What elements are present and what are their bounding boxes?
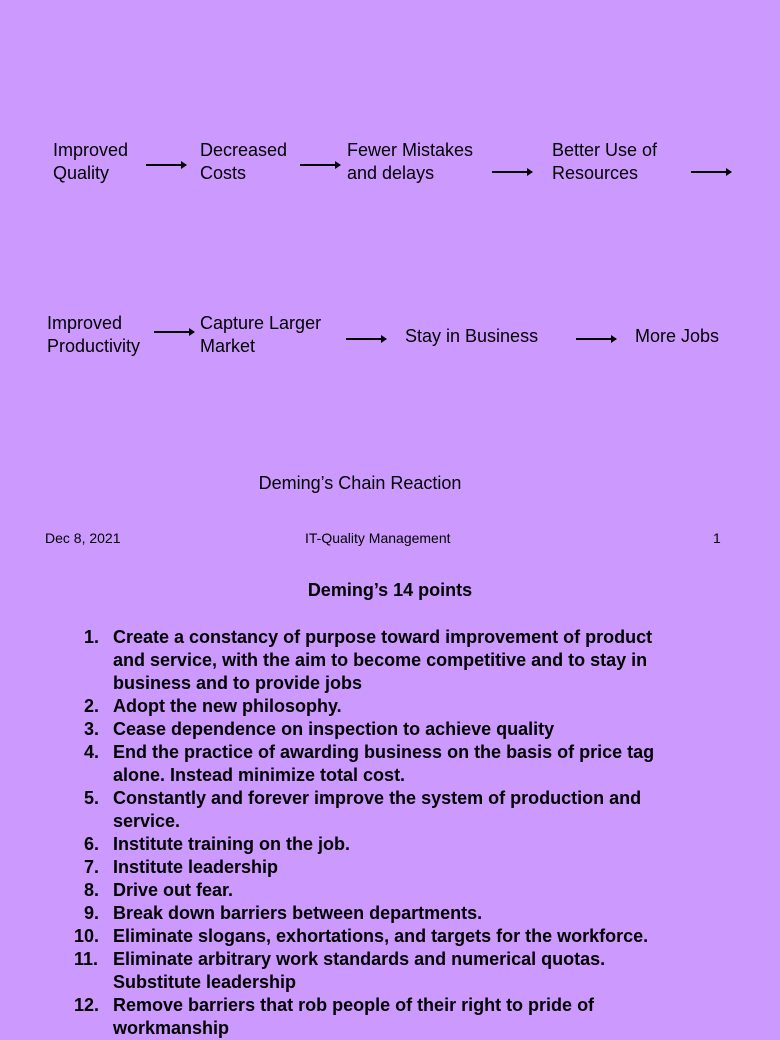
point-item bbox=[0, 948, 703, 994]
point-text-line: Drive out fear. bbox=[113, 880, 234, 900]
chain-arrow bbox=[346, 338, 386, 340]
point-number: 2. bbox=[84, 696, 100, 716]
point-text-line: Constantly and forever improve the system of production and bbox=[113, 788, 642, 808]
chain-node-fewer-mistakes bbox=[347, 139, 473, 185]
point-number: 12. bbox=[74, 995, 100, 1015]
chain-node-line: More Jobs bbox=[635, 326, 720, 346]
chain-arrow bbox=[492, 171, 532, 173]
chain-node-line: Quality bbox=[53, 163, 110, 183]
point-number: 5. bbox=[84, 788, 100, 808]
point-number: 4. bbox=[84, 742, 100, 762]
point-item bbox=[0, 925, 703, 948]
point-text-line: business and to provide jobs bbox=[113, 673, 363, 693]
chain-arrow bbox=[300, 164, 340, 166]
chain-arrow bbox=[576, 338, 616, 340]
chain-node-line: Productivity bbox=[47, 336, 141, 356]
point-item bbox=[0, 787, 703, 833]
point-text-line: Adopt the new philosophy. bbox=[113, 696, 342, 716]
point-text-line: and service, with the aim to become competitive and to stay in bbox=[113, 650, 648, 670]
point-text-line: Break down barriers between departments. bbox=[113, 903, 483, 923]
point-item bbox=[0, 879, 703, 902]
chain-node-better-use-of-resources bbox=[552, 139, 657, 185]
point-text-line: Institute leadership bbox=[113, 857, 279, 877]
chain-node-line: Better Use of bbox=[552, 140, 658, 160]
point-text-line: workmanship bbox=[113, 1018, 230, 1038]
chain-node-improved-quality bbox=[53, 139, 128, 185]
chain-node-line: Decreased bbox=[200, 140, 288, 160]
point-text-line: alone. Instead minimize total cost. bbox=[113, 765, 406, 785]
chain-node-line: Resources bbox=[552, 163, 639, 183]
point-number: 9. bbox=[84, 903, 100, 923]
point-item bbox=[0, 994, 703, 1040]
chain-arrow bbox=[691, 171, 731, 173]
chain-node-line: Costs bbox=[200, 163, 247, 183]
chain-node-line: Improved bbox=[53, 140, 129, 160]
point-text-line: End the practice of awarding business on the basis of price tag bbox=[113, 742, 655, 762]
point-number: 7. bbox=[84, 857, 100, 877]
point-text-line: Remove barriers that rob people of their right to pride of bbox=[113, 995, 595, 1015]
chain-node-line: Fewer Mistakes bbox=[347, 140, 474, 160]
point-text-line: Institute training on the job. bbox=[113, 834, 350, 854]
chain-node-decreased-costs bbox=[200, 139, 287, 185]
chain-node-more-jobs bbox=[635, 325, 719, 348]
point-item bbox=[0, 718, 703, 741]
chain-node-improved-productivity bbox=[47, 312, 140, 358]
footer-page-number: 1 bbox=[713, 530, 721, 546]
points-list bbox=[0, 626, 703, 1040]
point-item bbox=[0, 833, 703, 856]
chain-node-line: and delays bbox=[347, 163, 435, 183]
chain-node-line: Capture Larger bbox=[200, 313, 322, 333]
point-number: 10. bbox=[74, 926, 100, 946]
points-title: Deming’s 14 points bbox=[307, 580, 473, 600]
footer-course: IT-Quality Management bbox=[305, 530, 451, 546]
chain-node-line: Improved bbox=[47, 313, 123, 333]
point-item bbox=[0, 741, 703, 787]
point-text-line: Substitute leadership bbox=[113, 972, 297, 992]
diagram-caption: Deming’s Chain Reaction bbox=[258, 473, 462, 493]
point-number: 3. bbox=[84, 719, 100, 739]
chain-arrow bbox=[154, 331, 194, 333]
point-item bbox=[0, 902, 703, 925]
point-text-line: Eliminate slogans, exhortations, and targets for the workforce. bbox=[113, 926, 649, 946]
point-number: 11. bbox=[74, 949, 99, 969]
point-text-line: service. bbox=[113, 811, 181, 831]
chain-arrow bbox=[146, 164, 186, 166]
point-number: 8. bbox=[84, 880, 100, 900]
chain-node-line: Stay in Business bbox=[405, 326, 539, 346]
point-item bbox=[0, 856, 703, 879]
point-number: 6. bbox=[84, 834, 100, 854]
chain-node-capture-larger-market bbox=[200, 312, 321, 358]
point-text-line: Eliminate arbitrary work standards and numerical quotas. bbox=[113, 949, 606, 969]
point-item bbox=[0, 626, 703, 695]
point-text-line: Create a constancy of purpose toward improvement of product bbox=[113, 627, 653, 647]
point-text-line: Cease dependence on inspection to achieve quality bbox=[113, 719, 555, 739]
point-number: 1. bbox=[84, 627, 100, 647]
footer-date: Dec 8, 2021 bbox=[45, 530, 121, 546]
point-item bbox=[0, 695, 703, 718]
chain-node-line: Market bbox=[200, 336, 256, 356]
chain-node-stay-in-business bbox=[405, 325, 538, 348]
